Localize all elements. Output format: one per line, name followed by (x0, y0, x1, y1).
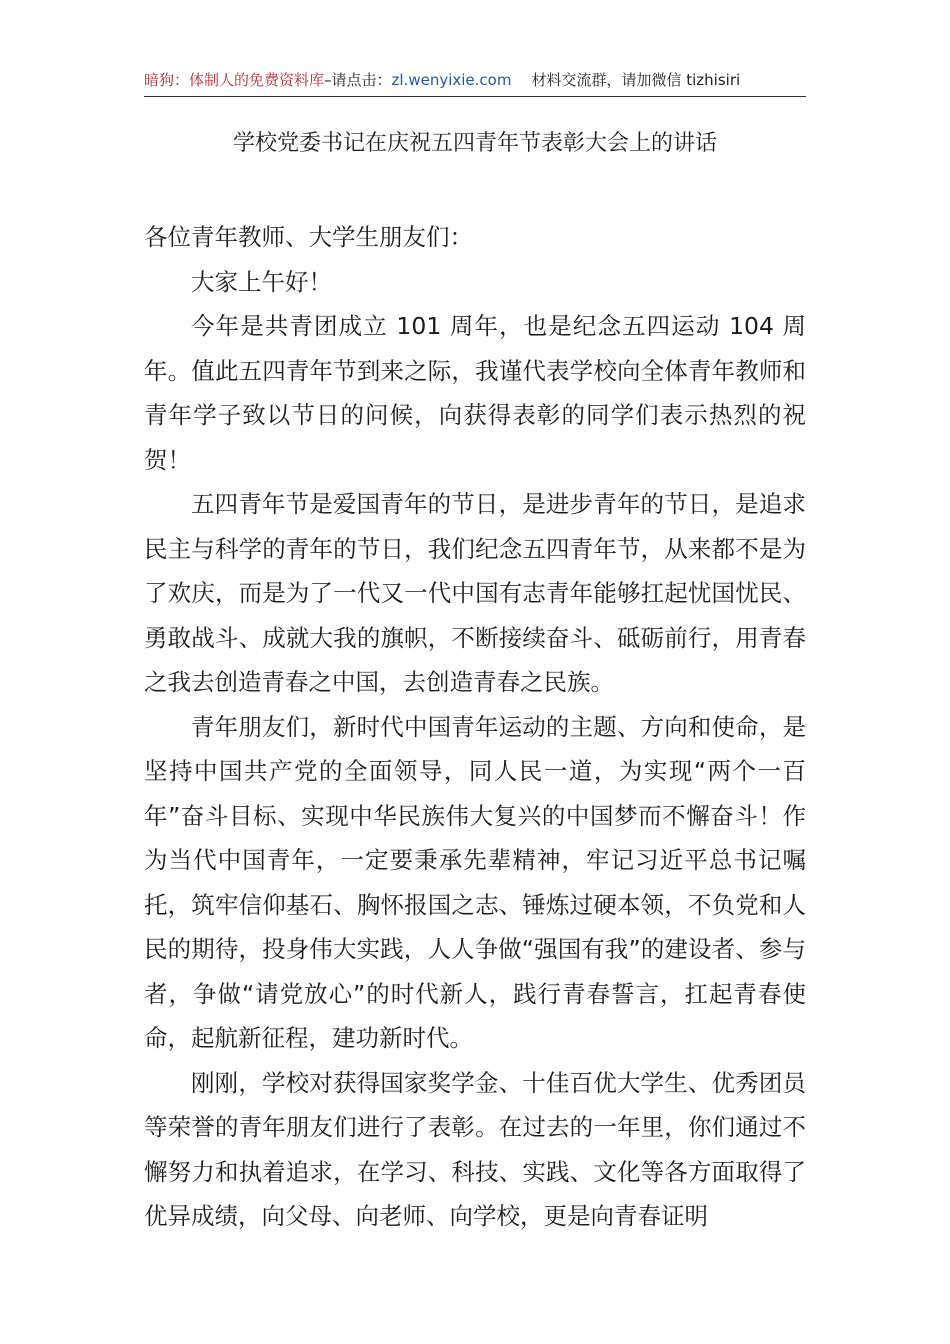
site-name-link[interactable]: 暗狗：体制人的免费资料库 (144, 71, 325, 89)
paragraph-anniversary: 今年是共青团成立 101 周年，也是纪念五四运动 104 周年。值此五四青年节到来之际，我谨代表学校向全体青年教师和青年学子致以节日的问候，向获得表彰的同学们表示热烈的祝贺！ (144, 312, 806, 474)
click-prompt: –请点击： (324, 71, 392, 89)
document-body (144, 215, 806, 1239)
site-url-link[interactable]: zl.wenyixie.com (391, 71, 512, 89)
salutation: 各位青年教师、大学生朋友们： (144, 223, 473, 251)
paragraph-greeting: 大家上午好！ (191, 267, 332, 296)
paragraph-may-fourth-meaning: 五四青年节是爱国青年的节日，是进步青年的节日，是追求民主与科学的青年的节日，我们纪念五四青年节，从来都不是为了欢庆，而是为了一代又一代中国有志青年能够扛起忧国忧民、勇敢战斗、成就大我的旗帜，不断接续奋斗、砥砺前行，用青春之我去创造青春之中国，去创造青春之民族。 (144, 490, 806, 696)
wechat-group-note: 材料交流群，请加微信 tizhisiri (531, 71, 741, 89)
paragraph-youth-mission: 青年朋友们，新时代中国青年运动的主题、方向和使命，是坚持中国共产党的全面领导，同人民一道，为实现“两个一百年”奋斗目标、实现中华民族伟大复兴的中国梦而不懈奋斗！作为当代中国青年，一定要秉承先辈精神，牢记习近平总书记嘱托，筑牢信仰基石、胸怀报国之志、锤炼过硬本领，不负党和人民的期待，投身伟大实践，人人争做“强国有我”的建设者、参与者，争做“请党放心”的时代新人，践行青春誓言，扛起青春使命，起航新征程，建功新时代。 (144, 712, 806, 1052)
page-header (144, 66, 806, 97)
document-title: 学校党委书记在庆祝五四青年节表彰大会上的讲话 (232, 131, 717, 156)
paragraph-commendation: 刚刚，学校对获得国家奖学金、十佳百优大学生、优秀团员等荣誉的青年朋友们进行了表彰。在过去的一年里，你们通过不懈努力和执着追求，在学习、科技、实践、文化等各方面取得了优异成绩，向父母、向老师、向学校，更是向青春证明 (144, 1068, 806, 1230)
